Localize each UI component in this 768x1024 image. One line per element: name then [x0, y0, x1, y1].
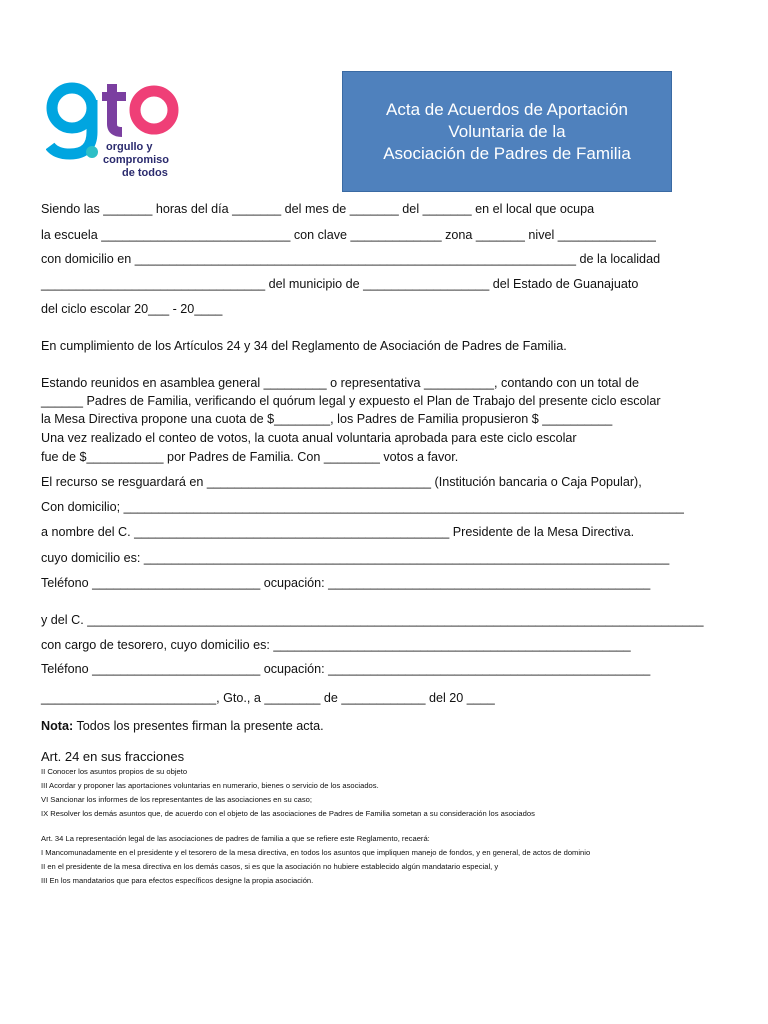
- art24-item: VI Sancionar los informes de los representantes de las asociaciones en su caso;: [41, 795, 312, 804]
- title-box: [342, 71, 672, 192]
- body-line-2: la escuela ___________________________ con clave _____________ zona _______ nivel ______________: [41, 228, 656, 242]
- body-line-16: Teléfono ________________________ ocupación: ______________________________________________: [41, 576, 651, 590]
- body-line-7: Estando reunidos en asamblea general _________ o representativa __________, contando con un total de: [41, 376, 639, 390]
- title-line-3: Asociación de Padres de Familia: [383, 143, 631, 163]
- note-label: Nota:: [41, 719, 74, 733]
- logo-tagline-3: de todos: [122, 167, 168, 179]
- body-line-14: a nombre del C. _____________________________________________ Presidente de la Mesa Directiva.: [41, 525, 635, 539]
- art34-item: I Mancomunadamente en el presidente y el tesorero de la mesa directiva, en todos los asuntos que impliquen manejo de fondos, y en general, de actos de dominio: [41, 848, 591, 857]
- body-line-9: la Mesa Directiva propone una cuota de $________, los Padres de Familia propusieron $ __________: [41, 412, 613, 426]
- body-line-17: y del C. ________________________________________________________________________________________: [41, 613, 704, 627]
- body-line-10: Una vez realizado el conteo de votos, la cuota anual voluntaria aprobada para este ciclo escolar: [41, 431, 577, 445]
- art34-item: III En los mandatarios que para efectos específicos designe la propia asociación.: [41, 876, 314, 885]
- body-line-15: cuyo domicilio es: ___________________________________________________________________________: [41, 551, 670, 565]
- art24-heading: Art. 24 en sus fracciones: [41, 749, 185, 764]
- art34-item: Art. 34 La representación legal de las asociaciones de padres de familia a que se refiere este Reglamento, recaerá:: [41, 834, 430, 843]
- body-line-1: Siendo las _______ horas del día _______ del mes de _______ del _______ en el local que ocupa: [41, 202, 595, 216]
- body-line-18: con cargo de tesorero, cuyo domicilio es: ___________________________________________________: [41, 638, 631, 652]
- body-line-11: fue de $___________ por Padres de Familia. Con ________ votos a favor.: [41, 450, 459, 464]
- gto-logo-graphic: [46, 80, 186, 180]
- body-line-5: del ciclo escolar 20___ - 20____: [41, 302, 223, 316]
- title-line-2: Voluntaria de la: [448, 121, 566, 141]
- body-line-19: Teléfono ________________________ ocupación: ______________________________________________: [41, 662, 651, 676]
- gto-logo: [46, 80, 186, 180]
- body-line-4: ________________________________ del municipio de __________________ del Estado de Guanajuato: [41, 277, 639, 291]
- title-line-1: Acta de Acuerdos de Aportación: [386, 99, 628, 119]
- body-line-20: _________________________, Gto., a ________ de ____________ del 20 ____: [41, 691, 495, 705]
- art24-item: III Acordar y proponer las aportaciones voluntarias en numerario, bienes o servicio de los asociados.: [41, 781, 379, 790]
- body-line-6: En cumplimiento de los Artículos 24 y 34 del Reglamento de Asociación de Padres de Familia.: [41, 339, 567, 353]
- body-line-3: con domicilio en _______________________________________________________________ de la localidad: [41, 252, 661, 266]
- note-text: Todos los presentes firman la presente acta.: [73, 719, 324, 733]
- body-line-12: El recurso se resguardará en ________________________________ (Institución bancaria o Caja Popular),: [41, 475, 642, 489]
- body-line-13: Con domicilio; ________________________________________________________________________________: [41, 500, 684, 514]
- body-line-8: ______ Padres de Familia, verificando el quórum legal y expuesto el Plan de Trabajo del presente ciclo escolar: [41, 394, 661, 408]
- logo-tagline-2: compromiso: [103, 154, 170, 166]
- logo-tagline-1: orgullo y: [106, 141, 153, 153]
- note: [41, 718, 324, 734]
- art24-item: IX Resolver los demás asuntos que, de acuerdo con el objeto de las asociaciones de Padres de Familia sometan a su consideración los asociados: [41, 809, 535, 818]
- art34-item: II en el presidente de la mesa directiva en los demás casos, si es que la asociación no hubiere establecido algún mandatario especial, y: [41, 862, 499, 871]
- art24-item: II Conocer los asuntos propios de su objeto: [41, 767, 188, 776]
